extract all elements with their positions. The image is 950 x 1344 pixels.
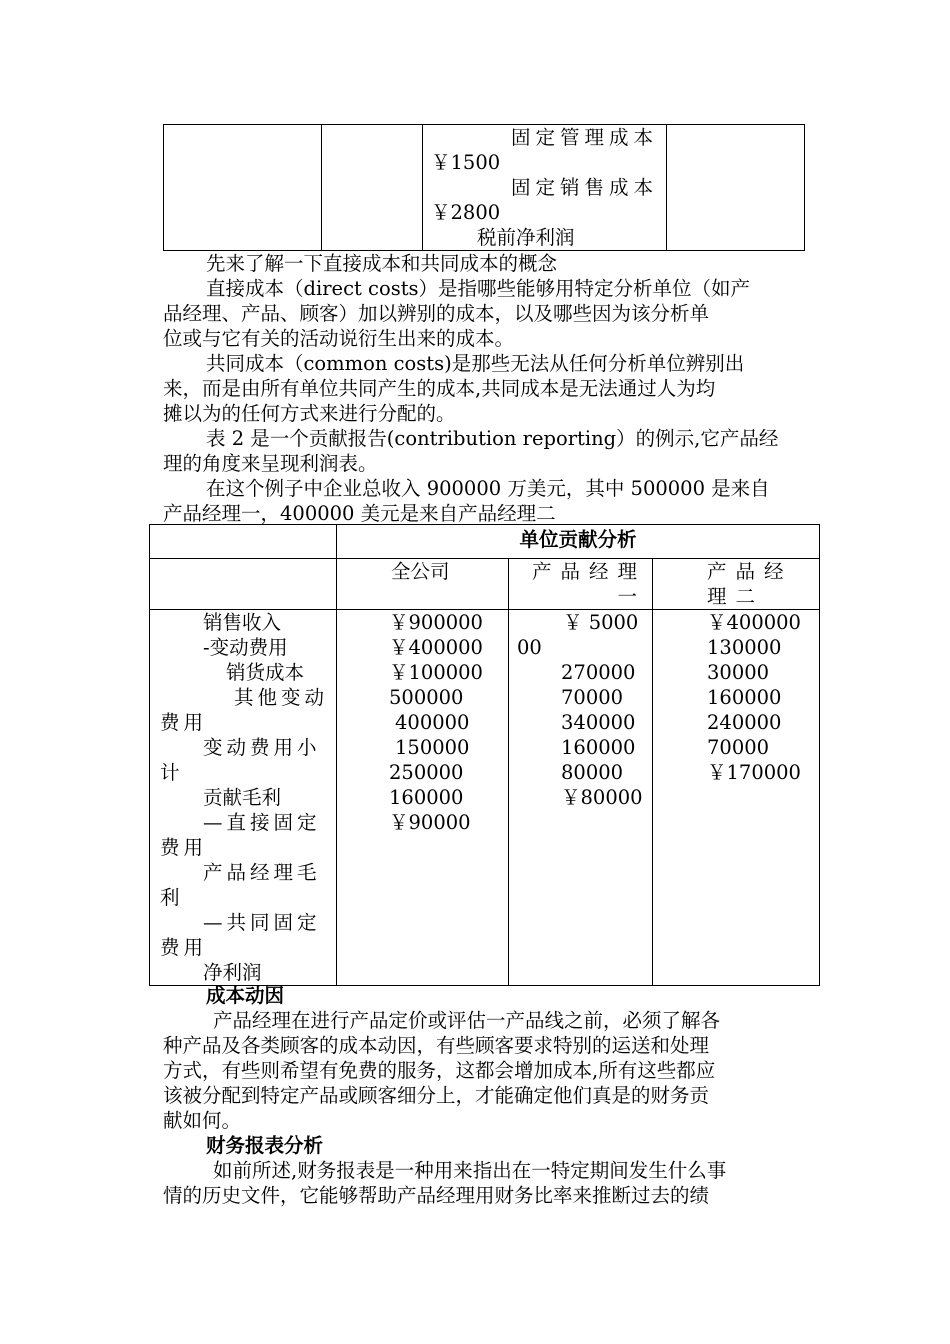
label-contribution-margin: 贡献毛利	[203, 786, 282, 809]
label-sales: 销售收入	[203, 611, 282, 634]
fixed-selling-cost-label: 固定销售成本	[510, 176, 658, 199]
cost-driver-section	[163, 983, 806, 1208]
common-cost-line-1: 共同成本（common costs)是那些无法从任何分析单位辨别出	[206, 352, 745, 375]
common-cost-line-2: 来，而是由所有单位共同产生的成本,共同成本是无法通过人为均	[163, 377, 716, 400]
company-value: 160000	[389, 786, 464, 809]
label-manager-margin: 产品经理毛利	[160, 861, 321, 909]
manager2-value: ￥170000	[707, 761, 801, 784]
label-variable-expenses: -变动费用	[203, 636, 288, 659]
cost-driver-line-2: 种产品及各类顾客的成本动因，有些顾客要求特别的运送和处理	[163, 1034, 710, 1057]
contribution-table	[149, 524, 820, 986]
fixed-selling-cost-value: ￥2800	[431, 201, 501, 224]
header-empty-cell	[150, 525, 337, 559]
common-cost-line-3: 摊以为的任何方式来进行分配的。	[163, 402, 456, 425]
manager2-values-cell	[653, 610, 820, 986]
top-table-cell-4	[667, 125, 805, 251]
subheader-empty-cell	[150, 559, 337, 610]
table-title: 单位贡献分析	[337, 525, 820, 559]
company-values-cell	[337, 610, 509, 986]
cost-driver-line-3: 方式，有些则希望有免费的服务，这都会增加成本,所有这些都应	[163, 1059, 716, 1082]
col-header-manager2: 产品经理二	[653, 559, 820, 610]
col-header-manager1	[509, 559, 653, 610]
label-net-profit: 净利润	[203, 961, 262, 984]
fixed-admin-cost-value: ￥1500	[431, 151, 501, 174]
company-value: ￥90000	[389, 811, 471, 834]
manager2-value: ￥400000	[707, 611, 801, 634]
manager2-value: 240000	[707, 711, 782, 734]
col-header-company: 全公司	[337, 559, 509, 610]
manager1-value: 340000	[561, 711, 636, 734]
label-other-variable: 其他变动费用	[160, 686, 329, 734]
manager2-value: 160000	[707, 686, 782, 709]
manager1-values-cell	[509, 610, 653, 986]
intro-line: 先来了解一下直接成本和共同成本的概念	[206, 252, 558, 275]
top-table-cell-1	[164, 125, 322, 251]
financial-analysis-line-2: 情的历史文件，它能够帮助产品经理用财务比率来推断过去的绩	[163, 1184, 710, 1207]
cost-driver-line-5: 献如何。	[163, 1109, 242, 1132]
example-line-1: 在这个例子中企业总收入 900000 万美元，其中 500000 是来自	[206, 477, 770, 500]
direct-cost-line-1: 直接成本（direct costs）是指哪些能够用特定分析单位（如产	[206, 277, 751, 300]
manager2-value: 130000	[707, 636, 782, 659]
label-common-fixed: —共同固定费用	[160, 911, 321, 959]
table2-line-2: 理的角度来呈现利润表。	[163, 452, 378, 475]
manager1-value: ￥ 500000	[517, 611, 639, 659]
direct-cost-line-2: 品经理、产品、顾客）加以辨别的成本，以及哪些因为该分析单	[163, 302, 710, 325]
top-table-cell-3	[423, 125, 667, 251]
label-direct-fixed: —直接固定费用	[160, 811, 321, 859]
cost-driver-line-4: 该被分配到特定产品或顾客细分上，才能确定他们真是的财务贡	[163, 1084, 710, 1107]
manager1-value: 270000	[561, 661, 636, 684]
company-value: ￥100000	[389, 661, 483, 684]
manager1-value: 160000	[561, 736, 636, 759]
pretax-net-profit-label: 税前净利润	[477, 226, 575, 249]
top-table	[163, 124, 805, 251]
col-header-manager1-text: 产品经理一	[531, 560, 646, 608]
financial-analysis-line-1: 如前所述,财务报表是一种用来指出在一特定期间发生什么事	[213, 1159, 727, 1182]
example-line-2: 产品经理一，400000 美元是来自产品经理二	[163, 502, 556, 525]
manager1-value: 80000	[561, 761, 624, 784]
manager2-value: 30000	[707, 661, 770, 684]
manager1-value: 70000	[561, 686, 624, 709]
manager2-value: 70000	[707, 736, 770, 759]
label-cost-of-goods: 销货成本	[226, 661, 305, 684]
company-value: 500000	[389, 686, 464, 709]
manager1-value: ￥80000	[561, 786, 643, 809]
table2-line-1: 表 2 是一个贡献报告(contribution reporting）的例示,它产品经	[206, 427, 779, 450]
company-value: ￥400000	[389, 636, 483, 659]
fixed-admin-cost-label: 固定管理成本	[510, 126, 658, 149]
direct-cost-line-3: 位或与它有关的活动说衍生出来的成本。	[163, 327, 515, 350]
label-variable-subtotal: 变动费用小计	[160, 736, 321, 784]
cost-driver-line-1: 产品经理在进行产品定价或评估一产品线之前，必须了解各	[213, 1009, 721, 1032]
top-table-cell-2	[322, 125, 423, 251]
company-value: 150000	[395, 736, 470, 759]
company-value: 250000	[389, 761, 464, 784]
row-labels-cell	[150, 610, 337, 986]
cost-driver-heading: 成本动因	[206, 984, 285, 1007]
intro-section	[163, 251, 806, 526]
company-value: 400000	[395, 711, 470, 734]
financial-analysis-heading: 财务报表分析	[206, 1134, 324, 1157]
company-value: ￥900000	[389, 611, 483, 634]
